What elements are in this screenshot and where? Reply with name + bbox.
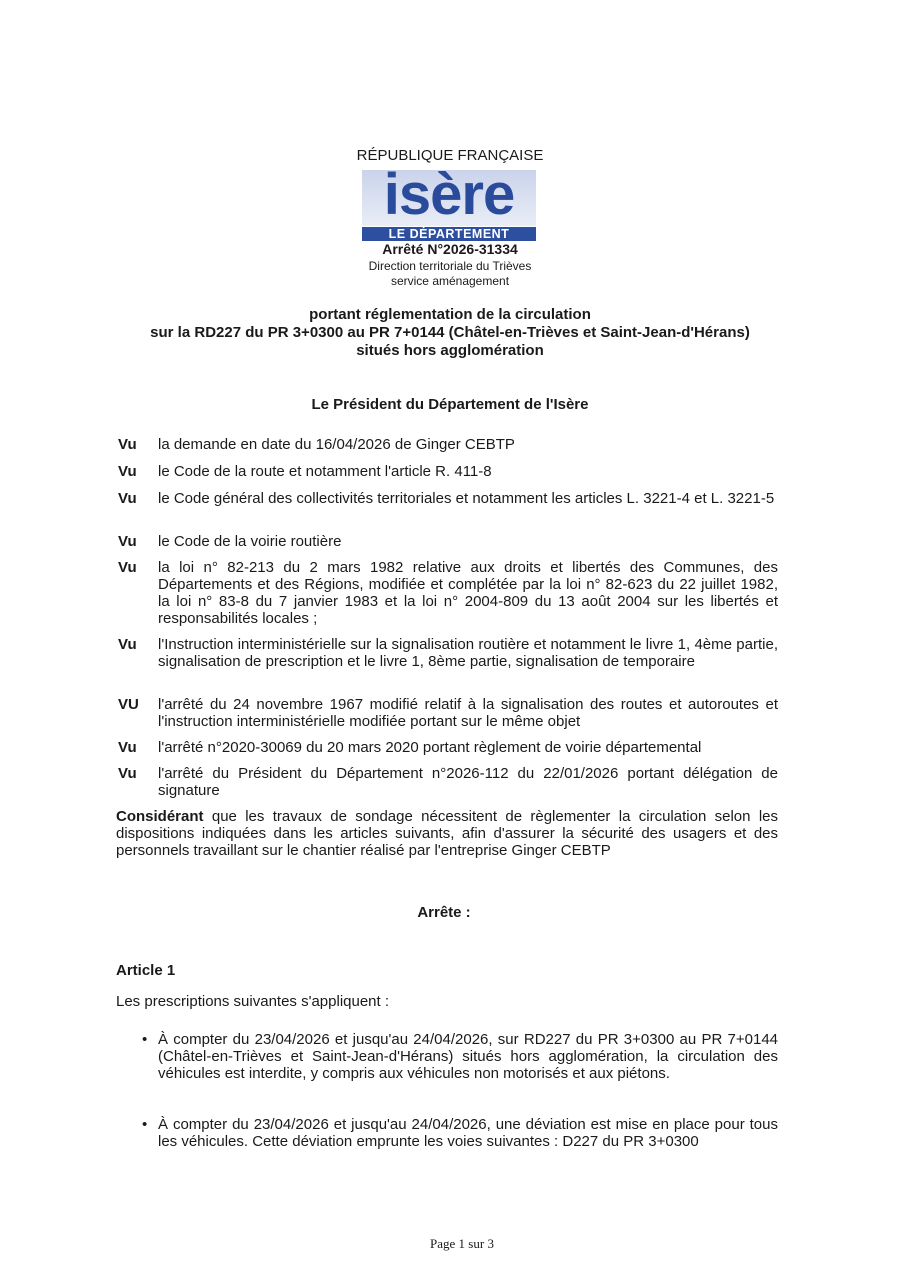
- direction: Direction territoriale du Trièves: [368, 259, 532, 273]
- vu-text: l'arrêté du Président du Département n°2026-112 du 22/01/2026 portant délégation de signature: [158, 765, 778, 799]
- vu-item: [118, 739, 778, 756]
- vu-label: Vu: [118, 533, 137, 550]
- arrete-heading: Arrête :: [417, 904, 471, 921]
- title-line: situés hors agglomération: [356, 342, 544, 359]
- bullet-text: À compter du 23/04/2026 et jusqu'au 24/04/2026, sur RD227 du PR 3+0300 au PR 7+0144 (Châtel-en-Trièves et Saint-Jean-d'Hérans) situés hors agglomération, la circulation des véhicules est interdite, y compris aux véhicules non motorisés et aux piétons.: [158, 1031, 778, 1082]
- bullet-item: [142, 1116, 778, 1150]
- vu-item: [118, 490, 778, 507]
- vu-label: Vu: [118, 436, 137, 453]
- vu-label: Vu: [118, 490, 137, 507]
- logo-main: isère: [383, 162, 515, 227]
- vu-item: [118, 436, 778, 453]
- republique-francaise: RÉPUBLIQUE FRANÇAISE: [356, 147, 544, 164]
- considerant-label: Considérant: [116, 808, 204, 825]
- bullet-icon: •: [142, 1116, 148, 1133]
- bullet-text: À compter du 23/04/2026 et jusqu'au 24/04/2026, une déviation est mise en place pour tous les véhicules. Cette déviation emprunte les voies suivantes : D227 du PR 3+0300: [158, 1116, 778, 1150]
- service: service aménagement: [390, 274, 510, 288]
- vu-item: [118, 533, 778, 550]
- page-footer: Page 1 sur 3: [430, 1236, 494, 1251]
- vu-text: l'Instruction interministérielle sur la signalisation routière et notamment le livre 1, 4ème partie, signalisation de prescription et le livre 1, 8ème partie, signalisation de temporaire: [158, 636, 778, 670]
- title-line: portant réglementation de la circulation: [309, 306, 591, 323]
- vu-label: Vu: [118, 636, 137, 653]
- vu-text: la loi n° 82-213 du 2 mars 1982 relative aux droits et libertés des Communes, des Départements et des Régions, modifiée et complétée par la loi n° 82-623 du 22 juillet 1982, la loi n° 83-8 du 7 janvier 1983 et la loi n° 2004-809 du 13 août 2004 sur les libertés et responsabilités locales ;: [158, 559, 778, 627]
- vu-text: l'arrêté n°2020-30069 du 20 mars 2020 portant règlement de voirie départemental: [158, 739, 702, 756]
- vu-text: le Code de la route et notamment l'article R. 411-8: [158, 463, 492, 480]
- bullet-item: [142, 1031, 778, 1082]
- vu-label: Vu: [118, 463, 137, 480]
- vu-text: l'arrêté du 24 novembre 1967 modifié relatif à la signalisation des routes et autoroutes et l'instruction interministérielle modifiée portant sur le même objet: [158, 696, 778, 730]
- considerant-paragraph: [116, 808, 778, 859]
- vu-label: Vu: [118, 559, 137, 576]
- logo-sub: LE DÉPARTEMENT: [362, 227, 536, 241]
- isere-logo: [362, 162, 536, 241]
- vu-label: Vu: [118, 765, 137, 782]
- vu-item: [118, 636, 778, 670]
- article-1-intro: Les prescriptions suivantes s'appliquent :: [116, 993, 390, 1010]
- vu-text: le Code de la voirie routière: [158, 533, 342, 550]
- title-line: sur la RD227 du PR 3+0300 au PR 7+0144 (Châtel-en-Trièves et Saint-Jean-d'Hérans): [150, 324, 750, 341]
- vu-text: le Code général des collectivités territoriales et notamment les articles L. 3221-4 et L. 3221-5: [158, 490, 775, 507]
- considerant-text: que les travaux de sondage nécessitent de règlementer la circulation selon les dispositions indiquées dans les articles suivants, afin d'assurer la sécurité des usagers et des personnels travaillant sur le chantier réalisé par l'entreprise Ginger CEBTP: [116, 808, 778, 859]
- vu-item: [118, 559, 778, 627]
- document-title: [0, 306, 900, 360]
- president-heading: Le Président du Département de l'Isère: [311, 396, 589, 413]
- vu-label: VU: [118, 696, 139, 713]
- arrete-number: Arrêté N°2026-31334: [382, 241, 518, 257]
- vu-text: la demande en date du 16/04/2026 de Ginger CEBTP: [158, 436, 515, 453]
- vu-label: Vu: [118, 739, 137, 756]
- bullet-icon: •: [142, 1031, 148, 1048]
- vu-item: [118, 765, 778, 799]
- article-1-heading: Article 1: [116, 962, 176, 979]
- vu-item: [118, 696, 778, 730]
- vu-item: [118, 463, 778, 480]
